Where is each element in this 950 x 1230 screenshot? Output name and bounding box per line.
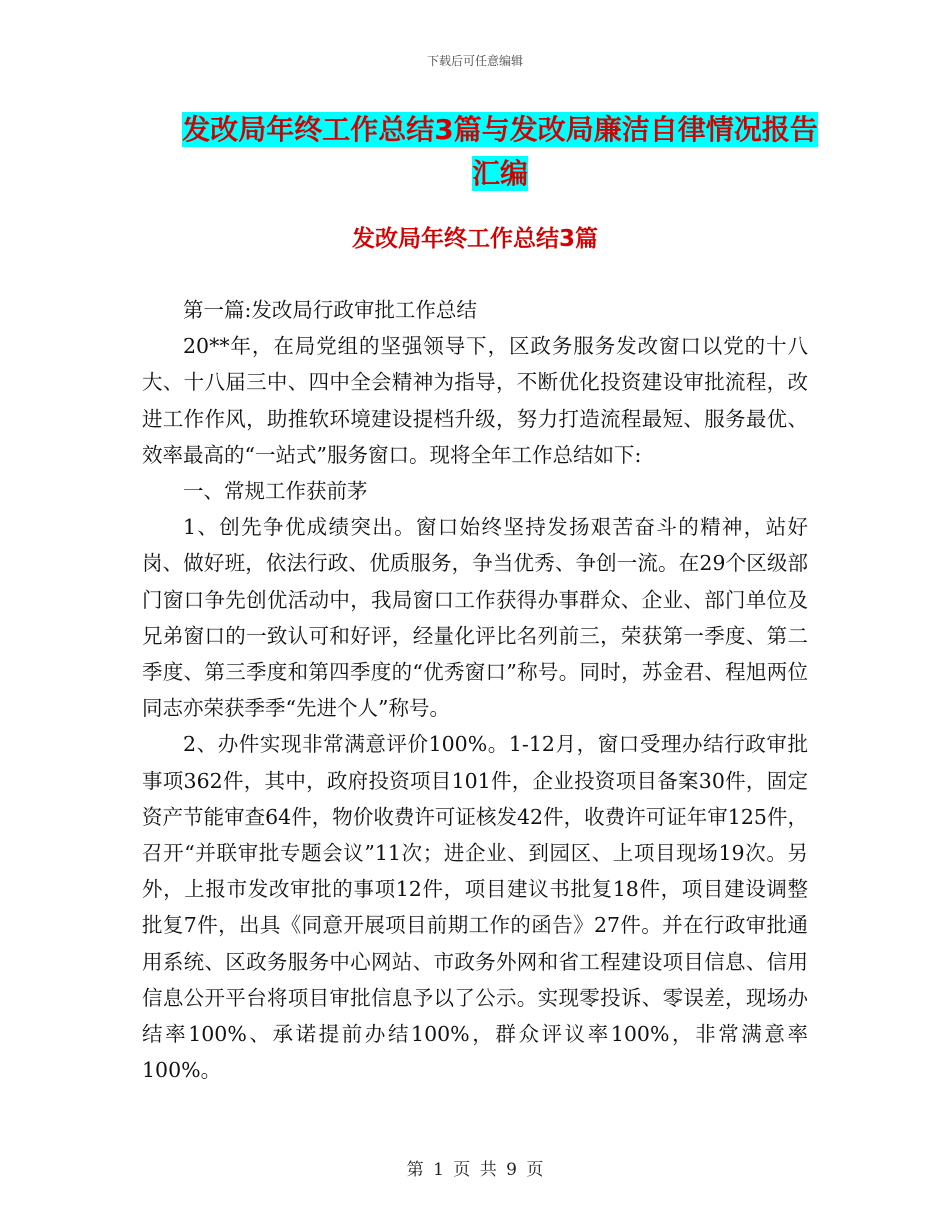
document-body <box>142 292 808 1088</box>
paragraph-item-1: 1、创先争优成绩突出。窗口始终坚持发扬艰苦奋斗的精神，站好岗、做好班，依法行政、优质服务，争当优秀、争创一流。在29个区级部门窗口争先创优活动中，我局窗口工作获得办事群众、企业、部门单位及兄弟窗口的一致认可和好评，经量化评比名列前三，荣获第一季度、第二季度、第三季度和第四季度的“优秀窗口”称号。同时，苏金君、程旭两位同志亦荣获季季“先进个人”称号。 <box>142 515 808 721</box>
document-main-title <box>140 108 860 196</box>
page-header-note: 下载后可任意编辑 <box>426 54 523 68</box>
paragraph-item-2: 2、办件实现非常满意评价100%。1-12月，窗口受理办结行政审批事项362件，其中，政府投资项目101件，企业投资项目备案30件，固定资产节能审查64件，物价收费许可证核发42件，收费许可证年审125件，召开“并联审批专题会议”11次；进企业、到园区、上项目现场19次。另外，上报市发改审批的事项12件，项目建议书批复18件，项目建设调整批复7件，出具《同意开展项目前期工作的函告》27件。并在行政审批通用系统、区政务服务中心网站、市政务外网和省工程建设项目信息、信用信息公开平台将项目审批信息予以了公示。实现零投诉、零误差，现场办结率100%、承诺提前办结100%，群众评议率100%，非常满意率100%。 <box>142 732 808 1083</box>
paragraph-intro: 20**年，在局党组的坚强领导下，区政务服务发改窗口以党的十八大、十八届三中、四中全会精神为指导，不断优化投资建设审批流程，改进工作作风，助推软环境建设提档升级，努力打造流程最短、服务最优、效率最高的“一站式”服务窗口。现将全年工作总结如下: <box>142 334 808 467</box>
paragraph-section-heading: 一、常规工作获前茅 <box>183 479 368 504</box>
main-title-line-2: 汇编 <box>471 157 528 190</box>
page-number-footer: 第 1 页 共 9 页 <box>406 1160 544 1180</box>
paragraph-chapter-heading: 第一篇:发改局行政审批工作总结 <box>183 298 477 322</box>
section-title: 发改局年终工作总结3篇 <box>351 226 598 252</box>
main-title-line-1: 发改局年终工作总结3篇与发改局廉洁自律情况报告 <box>182 113 818 146</box>
